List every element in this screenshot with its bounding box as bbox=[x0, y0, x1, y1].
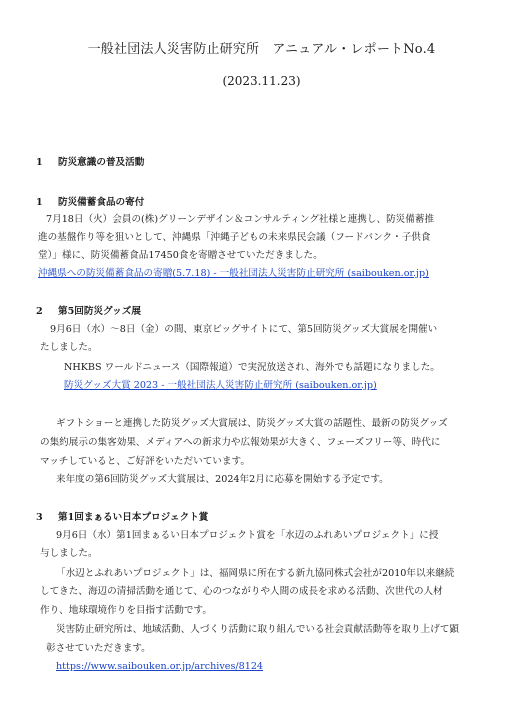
body-line: ギフトショーと連携した防災グッズ大賞展は、防災グッズ大賞の話題性、最新の防災グッズ bbox=[56, 418, 448, 429]
body-line: 作り、地球環境作りを目指す活動です。 bbox=[40, 605, 212, 616]
body-line: 与しました。 bbox=[40, 548, 98, 559]
item-number: 2 bbox=[36, 306, 43, 317]
item-number: 3 bbox=[36, 512, 43, 523]
reference-link[interactable]: 防災グッズ大賞 2023 - 一般社団法人災害防止研究所 (saibouken.or.jp) bbox=[64, 380, 377, 391]
reference-link-row bbox=[38, 268, 429, 280]
document-date: (2023.11.23) bbox=[222, 74, 301, 88]
body-line: 災害防止研究所は、地域活動、人づくり活動に取り組んでいる社会貢献活動等を取り上げて顕 bbox=[56, 624, 459, 635]
item-title: 第5回防災グッズ展 bbox=[58, 306, 141, 317]
body-line: 9月6日（水）～8日（金）の間、東京ビッグサイトにて、第5回防災グッズ大賞展を開催い bbox=[50, 324, 438, 335]
reference-link[interactable]: https://www.saibouken.or.jp/archives/8124 bbox=[56, 661, 264, 672]
item-heading bbox=[36, 512, 208, 524]
item-title: 第1回まぁるい日本プロジェクト賞 bbox=[58, 512, 209, 523]
section-number: 1 bbox=[36, 157, 43, 168]
body-line: の集約展示の集客効果、メディアへの新求力や広報効果が大きく、フェーズフリー等、時代に bbox=[40, 437, 441, 448]
item-number: 1 bbox=[36, 197, 43, 208]
note-line: NHKBS ワールドニュース（国際報道）で実況放送され、海外でも話題になりました。 bbox=[64, 362, 440, 373]
item-heading bbox=[36, 197, 144, 209]
body-line: してきた、海辺の清掃活動を通じて、心のつながりや人間の成長を求める活動、次世代の人材 bbox=[40, 586, 443, 597]
item-heading bbox=[36, 306, 141, 318]
reference-link-row bbox=[56, 661, 263, 673]
body-line: 堂）」様に、防災備蓄食品17450食を寄贈させていただきました。 bbox=[38, 250, 323, 261]
reference-link-row bbox=[64, 380, 377, 392]
body-line: 進の基盤作り等を狙いとして、沖縄県「沖縄子どもの未来県民会議（フードバンク・子供食 bbox=[38, 232, 431, 243]
section-heading bbox=[36, 157, 144, 169]
body-line: 「水辺とふれあいプロジェクト」は、福岡県に所在する新九協同株式会社が2010年以来継続 bbox=[56, 568, 455, 579]
body-line: マッチしていると、ご好評をいただいています。 bbox=[40, 456, 250, 467]
body-line: 彰させていただきます。 bbox=[46, 643, 151, 654]
item-title: 防災備蓄食品の寄付 bbox=[58, 197, 145, 208]
body-line: 9月6日（水）第1回まぁるい日本プロジェクト賞を「水辺のふれあいプロジェクト」に授 bbox=[56, 530, 439, 541]
body-line: 7月18日（火）会員の(株)グリーンデザイン＆コンサルティング社様と連携し、防災備蓄推 bbox=[46, 214, 435, 225]
body-line: たしました。 bbox=[40, 342, 98, 353]
reference-link[interactable]: 沖縄県への防災備蓄食品の寄贈(5.7.18) - 一般社団法人災害防止研究所 (saibouken.or.jp) bbox=[38, 268, 429, 279]
document-title: 一般社団法人災害防止研究所 アニュアル・レポートNo.4 bbox=[87, 42, 436, 57]
body-line: 来年度の第6回防災グッズ大賞展は、2024年2月に応募を開始する予定です。 bbox=[56, 474, 389, 485]
section-title: 防災意識の普及活動 bbox=[58, 157, 145, 168]
